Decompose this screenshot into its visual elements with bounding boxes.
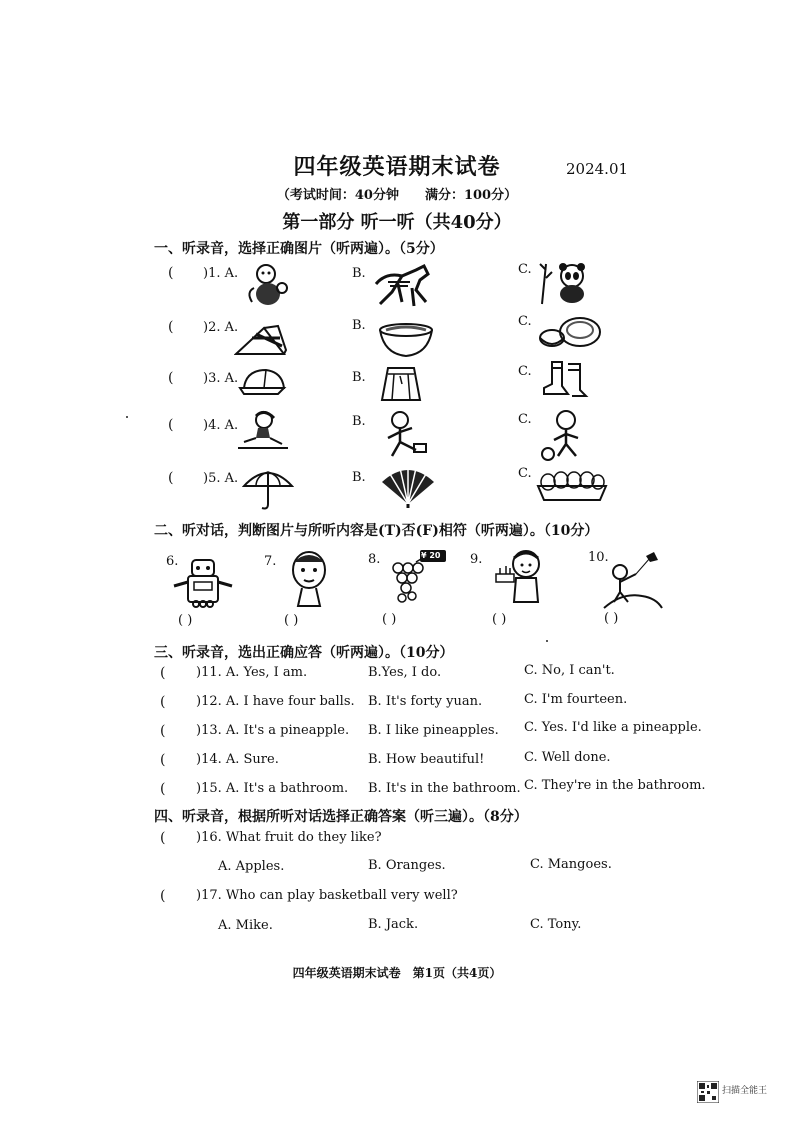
answer-paren: (	[160, 888, 166, 904]
q5-option-b: B.	[352, 470, 366, 485]
q16-option-c: C. Mangoes.	[530, 857, 612, 872]
q16-label: )16. What fruit do they like?	[196, 830, 382, 845]
q15-option-c: C. They're in the bathroom.	[524, 778, 706, 793]
answer-blank-8[interactable]: ( )	[382, 612, 397, 627]
q12-option-b: B. It's forty yuan.	[368, 694, 483, 709]
speck	[126, 416, 128, 418]
q15-label: )15. A. It's a bathroom.	[196, 781, 349, 796]
answer-paren: (	[160, 694, 166, 710]
q12-label: )12. A. I have four balls.	[196, 694, 355, 709]
scanner-watermark: 扫描全能王	[722, 1086, 768, 1096]
sandwich-picture	[234, 324, 288, 358]
socks-picture	[538, 360, 590, 400]
q14-label: )14. A. Sure.	[196, 752, 279, 767]
rice-bowl-picture	[536, 314, 602, 356]
exam-title: 四年级英语期末试卷	[293, 154, 501, 180]
boy-with-cake-picture	[494, 548, 550, 608]
item-8-number: 8.	[368, 552, 381, 567]
answer-blank-9[interactable]: ( )	[492, 612, 507, 627]
answer-blank-7[interactable]: ( )	[284, 613, 299, 628]
boy-face-picture	[286, 550, 332, 610]
boy-kicking-picture	[382, 410, 434, 460]
q2-option-b: B.	[352, 318, 366, 333]
answer-paren: (	[168, 319, 174, 335]
part-title: 第一部分 听一听（共40分）	[282, 212, 512, 233]
section1-heading: 一、听录音，选择正确图片（听两遍）。（5分）	[154, 241, 444, 257]
page-footer: 四年级英语期末试卷 第1页（共4页）	[292, 966, 502, 980]
q1-option-b: B.	[352, 266, 366, 281]
speck	[546, 640, 548, 642]
section4-heading: 四、听录音，根据所听对话选择正确答案（听三遍）。（8分）	[154, 809, 528, 825]
q11-option-c: C. No, I can't.	[524, 663, 615, 678]
q14-option-c: C. Well done.	[524, 750, 611, 765]
q5-option-c: C.	[518, 466, 532, 481]
answer-paren: (	[168, 265, 174, 281]
answer-paren: (	[160, 781, 166, 797]
q4-option-b: B.	[352, 414, 366, 429]
q15-option-b: B. It's in the bathroom.	[368, 781, 521, 796]
q2-option-c: C.	[518, 314, 532, 329]
q17-label: )17. Who can play basketball very well?	[196, 888, 458, 903]
q11-option-b: B.Yes, I do.	[368, 665, 442, 680]
noodles-bowl-picture	[378, 322, 434, 358]
q1-label: )1. A.	[203, 266, 239, 281]
q2-label: )2. A.	[203, 320, 239, 335]
qr-code-icon	[697, 1081, 719, 1103]
q12-option-c: C. I'm fourteen.	[524, 692, 628, 707]
section3-heading: 三、听录音，选出正确应答（听两遍）。（10分）	[154, 645, 454, 661]
q4-label: )4. A.	[203, 418, 239, 433]
q16-option-b: B. Oranges.	[368, 858, 446, 873]
exam-date: 2024.01	[566, 160, 629, 178]
q1-option-c: C.	[518, 262, 532, 277]
q13-option-b: B. I like pineapples.	[368, 723, 499, 738]
q3-option-b: B.	[352, 370, 366, 385]
item-9-number: 9.	[470, 552, 483, 567]
q17-option-b: B. Jack.	[368, 917, 419, 932]
answer-paren: (	[160, 723, 166, 739]
q14-option-b: B. How beautiful!	[368, 752, 485, 767]
q4-option-c: C.	[518, 412, 532, 427]
fan-picture	[380, 464, 436, 508]
robot-picture	[170, 556, 236, 614]
answer-paren: (	[168, 370, 174, 386]
price-tag: ¥ 20	[421, 551, 441, 560]
answer-paren: (	[168, 470, 174, 486]
q17-option-c: C. Tony.	[530, 917, 582, 932]
section2-heading: 二、听对话，判断图片与所听内容是(T)否(F)相符（听两遍）。（10分）	[154, 523, 599, 539]
exam-info: （考试时间：40分钟 满分：100分）	[276, 188, 518, 203]
q3-option-c: C.	[518, 364, 532, 379]
q17-option-a: A. Mike.	[218, 918, 273, 933]
answer-paren: (	[168, 417, 174, 433]
girl-sitting-picture	[236, 410, 290, 452]
q11-label: )11. A. Yes, I am.	[196, 665, 308, 680]
skirt-picture	[380, 366, 422, 402]
egg-tray-picture	[534, 470, 610, 502]
q16-option-a: A. Apples.	[218, 859, 285, 874]
item-6-number: 6.	[166, 554, 179, 569]
answer-blank-6[interactable]: ( )	[178, 613, 193, 628]
horse-picture	[372, 262, 434, 310]
answer-paren: (	[160, 665, 166, 681]
item-10-number: 10.	[588, 550, 609, 565]
umbrella-picture	[242, 468, 294, 512]
q13-label: )13. A. It's a pineapple.	[196, 723, 350, 738]
kite-flying-picture	[602, 552, 664, 610]
cap-picture	[238, 366, 288, 398]
boy-football-picture	[540, 410, 586, 462]
q5-label: )5. A.	[203, 471, 239, 486]
answer-paren: (	[160, 752, 166, 768]
monkey-picture	[242, 262, 292, 308]
answer-paren: (	[160, 830, 166, 846]
panda-picture	[536, 260, 592, 306]
q3-label: )3. A.	[203, 371, 239, 386]
answer-blank-10[interactable]: ( )	[604, 611, 619, 626]
item-7-number: 7.	[264, 554, 277, 569]
q13-option-c: C. Yes. I'd like a pineapple.	[524, 720, 702, 735]
